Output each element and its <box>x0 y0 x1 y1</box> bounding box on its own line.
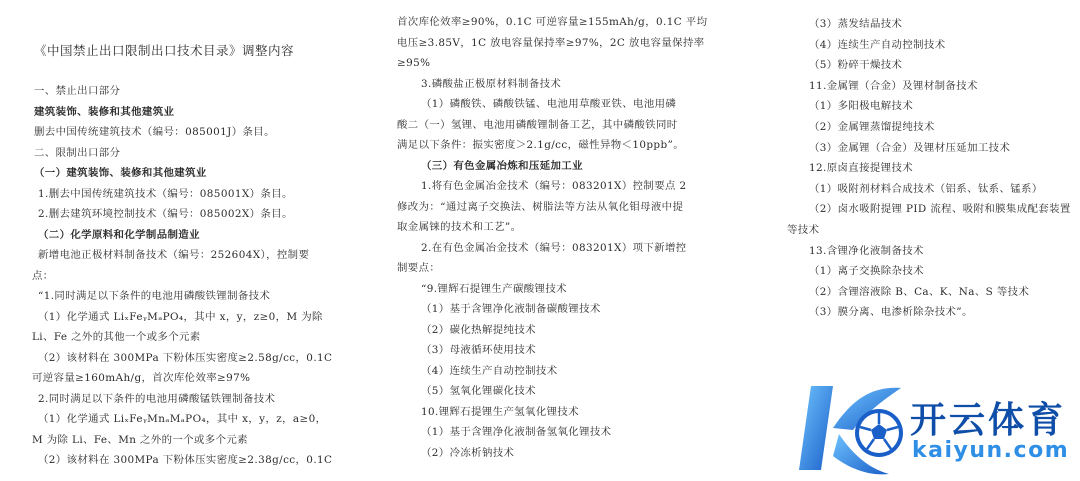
col1-text-line: 1.删去中国传统建筑技术（编号：085001X）条目。 <box>38 187 293 200</box>
col1-text-line: 建筑装饰、装修和其他建筑业 <box>34 105 175 118</box>
col2-text-line: （5）氢氧化锂碳化技术 <box>421 385 536 397</box>
col2-text-line: 1.将有色金属冶金技术（编号：083201X）控制要点 2 <box>421 180 687 192</box>
col1-text-line: （1）化学通式 LiₓFeᵧMₐPO₄，其中 x，y，z≥0，M 为除 <box>38 310 323 323</box>
col1-text-line: Li、Fe 之外的其他一个或多个元素 <box>32 331 201 343</box>
col1-text-line: （2）该材料在 300MPa 下粉体压实密度≥2.58g/cc，0.1C <box>38 351 333 364</box>
col1-text-line: 点： <box>32 269 54 282</box>
col2-text-line: （2）冷冻析钠技术 <box>421 446 515 459</box>
col2-text-line: “9.锂辉石提锂生产碳酸锂技术 <box>421 282 567 295</box>
col1-text-line: 一、禁止出口部分 <box>34 85 121 97</box>
col1-text-line: 新增电池正极材料制备技术（编号：252604X），控制要 <box>38 249 310 261</box>
col2-text-line: （1）磷酸铁、磷酸铁锰、电池用草酸亚铁、电池用磷 <box>421 98 677 110</box>
col2-text-line: 取金属铼的技术和工艺”。 <box>397 221 522 233</box>
col2-text-line: 首次库伦效率≥90%，0.1C 可逆容量≥155mAh/g，0.1C 平均 <box>397 16 708 28</box>
col2-text-line: （3）母液循环使用技术 <box>421 344 536 356</box>
col3-text-line: （2）含锂溶液除 B、Ca、K、Na、S 等技术 <box>809 285 1030 298</box>
col1-text-line: （2）该材料在 300MPa 下粉体压实密度≥2.38g/cc，0.1C <box>38 454 333 466</box>
col3-text-line: （4）连续生产自动控制技术 <box>809 38 946 51</box>
col2-text-line: 电压≥3.85V，1C 放电容量保持率≥97%，2C 放电容量保持率 <box>397 36 705 49</box>
col1-text-line: 二、限制出口部分 <box>34 146 121 159</box>
col2-text-line: ≥95% <box>397 57 431 69</box>
col2-text-line: 10.锂辉石提锂生产氢氧化锂技术 <box>421 405 580 418</box>
col3-text-line: （2）金属锂蒸馏提纯技术 <box>809 121 935 133</box>
col2-text-line: 3.磷酸盐正极原材料制备技术 <box>421 77 562 90</box>
col3-text-line: （3）膜分离、电渗析除杂技术”。 <box>809 306 973 319</box>
col3-text-line: （2）卤水吸附提锂 PID 流程、吸附和膜集成配套装置 <box>809 203 1071 216</box>
col1-text-line: 2.同时满足以下条件的电池用磷酸锰铁锂制备技术 <box>38 392 276 405</box>
col2-text-line: 制要点： <box>397 262 441 274</box>
col1-text-line: 可逆容量≥160mAh/g，首次库伦效率≥97% <box>32 372 251 384</box>
logo-k-stem <box>799 386 833 470</box>
brand-domain: kaiyun.com <box>912 438 1070 463</box>
col3-text-line: （1）多阳极电解技术 <box>809 100 914 113</box>
col1-text-line: （一）建筑装饰、装修和其他建筑业 <box>34 167 207 179</box>
col1-text-line: 2.删去建筑环境控制技术（编号：085002X）条目。 <box>38 208 293 220</box>
col2-text-line: （2）碳化热解提纯技术 <box>421 323 536 336</box>
col3-text-line: （5）粉碎干燥技术 <box>809 59 903 72</box>
col3-text-line: 11.金属锂（合金）及锂材制备技术 <box>809 79 978 92</box>
col1-text-line: M 为除 Li、Fe、Mn 之外的一个或多个元素 <box>32 433 248 446</box>
col3-text-line: 12.原卤直接提锂技术 <box>809 162 914 175</box>
col3-text-line: （1）吸附剂材料合成技术（铝系、钛系、锰系） <box>809 182 1043 195</box>
col3-text-line: 13.含锂净化液制备技术 <box>809 244 924 257</box>
col1-text-line: （二）化学原料和化学制品制造业 <box>38 228 200 241</box>
col2-text-line: （1）基于含锂净化液制备碳酸锂技术 <box>421 303 601 315</box>
col3-text-line: （1）离子交换除杂技术 <box>809 265 924 278</box>
col2-text-line: 2.在有色金属冶金技术（编号：083201X）项下新增控 <box>421 241 687 254</box>
brand-name-cn: 开云体育 <box>910 400 1067 441</box>
col1-text-line: 删去中国传统建筑技术（编号：085001J）条目。 <box>34 126 275 138</box>
col1-text-line: “1.同时满足以下条件的电池用磷酸铁锂制备技术 <box>38 290 271 302</box>
col2-text-line: 修改为：“通过离子交换法、树脂法等方法从氧化钼母液中提 <box>397 200 684 213</box>
document-title: 《中国禁止出口限制出口技术目录》调整内容 <box>34 43 295 58</box>
col2-text-line: 酸二（一）氢锂、电池用磷酸锂制备工艺，其中磷酸铁同时 <box>397 118 678 131</box>
col2-text-line: 满足以下条件：振实密度＞2.1g/cc，磁性异物＜10ppb”。 <box>397 139 685 151</box>
col2-text-line: （4）连续生产自动控制技术 <box>421 364 558 377</box>
col2-text-line: （1）基于含锂净化液制备氢氧化锂技术 <box>421 426 612 438</box>
col3-text-line: （3）金属锂（合金）及锂材压延加工技术 <box>809 141 1011 154</box>
col3-text-line: （3）蒸发结晶技术 <box>809 18 903 30</box>
col2-text-line: （三）有色金属冶炼和压延加工业 <box>421 159 583 172</box>
col3-text-line: 等技术 <box>787 224 820 236</box>
col1-text-line: （1）化学通式 LiₓFeᵧMnₐMₐPO₄，其中 x，y，z，a≥0， <box>38 413 327 425</box>
